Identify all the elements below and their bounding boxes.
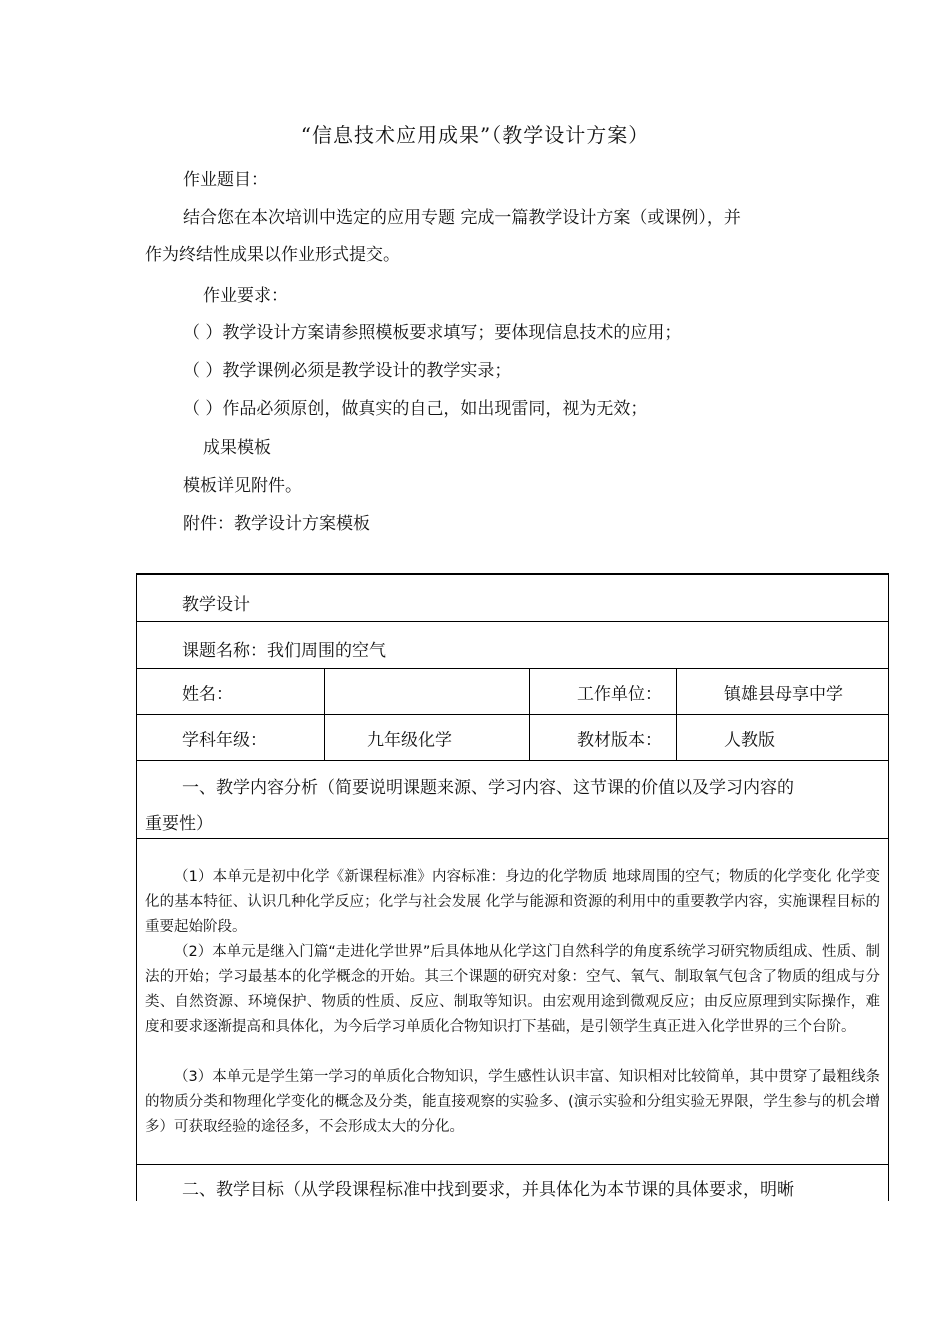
requirement-item-2: （ ）教学课例必须是教学设计的教学实录； (183, 361, 512, 381)
edition-value-cell (676, 715, 888, 760)
grade-value: 九年级化学 (367, 730, 452, 750)
edition-value: 人教版 (724, 730, 775, 750)
table-header: 教学设计 (182, 595, 250, 615)
requirement-item-1: （ ）教学设计方案请参照模板要求填写；要体现信息技术的应用； (183, 323, 682, 343)
topic-line-1: 结合您在本次培训中选定的应用专题 完成一篇教学设计方案（或课例），并 (183, 208, 741, 228)
template-label: 成果模板 (203, 438, 271, 458)
section1-heading-row (137, 761, 888, 839)
unit-value: 镇雄县母享中学 (724, 684, 843, 704)
course-title-row (137, 622, 888, 669)
table-header-row (137, 575, 888, 622)
course-title: 课题名称：我们周围的空气 (182, 641, 386, 661)
edition-label-cell (529, 715, 676, 760)
name-value-cell (324, 669, 529, 714)
requirements-label: 作业要求： (203, 286, 288, 306)
unit-label: 工作单位： (577, 684, 662, 704)
section2-heading-line1: 二、教学目标（从学段课程标准中找到要求，并具体化为本节课的具体要求，明晰 (182, 1180, 794, 1200)
design-table (136, 573, 889, 1201)
topic-line-2: 作为终结性成果以作业形式提交。 (145, 245, 400, 265)
content-paragraph-3: （3）本单元是学生第一学习的单质化合物知识，学生感性认识丰富、知识相对比较简单，其中贯穿了最粗线条的物质分类和物理化学变化的概念及分类，能直接观察的实验多、(演示实验和分组实验无界限，学生参与的机会增多）可获取经验的途径多，不会形成太大的分化。 (145, 1069, 880, 1135)
grade-label: 学科年级： (182, 730, 267, 750)
unit-value-cell (676, 669, 888, 714)
section1-heading-line1: 一、教学内容分析（简要说明课题来源、学习内容、这节课的价值以及学习内容的 (182, 778, 794, 798)
page-title: “信息技术应用成果”（教学设计方案） (300, 123, 650, 147)
topic-label: 作业题目： (183, 170, 268, 190)
content-paragraph-1: （1）本单元是初中化学《新课程标准》内容标准：身边的化学物质 地球周围的空气；物质的化学变化 化学变化的基本特征、认识几种化学反应；化学与社会发展 化学与能源和资源的利用中的重要教学内容，实施课程目标的重要起始阶段。 (145, 869, 880, 935)
grade-value-cell (324, 715, 529, 760)
template-note: 模板详见附件。 (183, 476, 302, 496)
unit-label-cell (529, 669, 676, 714)
edition-label: 教材版本： (577, 730, 662, 750)
content-paragraph-2: （2）本单元是继入门篇“走进化学世界”后具体地从化学这门自然科学的角度系统学习研究物质组成、性质、制法的开始；学习最基本的化学概念的开始。其三个课题的研究对象：空气、氧气、制取氧气包含了物质的组成与分类、自然资源、环境保护、物质的性质、反应、制取等知识。由宏观用途到微观反应；由反应原理到实际操作，难度和要求逐渐提高和具体化，为今后学习单质化合物知识打下基础，是引领学生真正进入化学世界的三个台阶。 (145, 944, 880, 1035)
section1-heading-line2: 重要性） (145, 814, 213, 834)
attachment-note: 附件：教学设计方案模板 (183, 514, 370, 534)
section2-heading-row (137, 1165, 888, 1201)
grade-label-cell (137, 715, 324, 760)
requirement-item-3: （ ）作品必须原创，做真实的自己，如出现雷同，视为无效； (183, 399, 648, 419)
name-label-cell (137, 669, 324, 714)
name-label: 姓名： (182, 684, 233, 704)
grade-edition-row (137, 715, 888, 761)
content-analysis-row (137, 839, 888, 1165)
name-unit-row (137, 669, 888, 715)
